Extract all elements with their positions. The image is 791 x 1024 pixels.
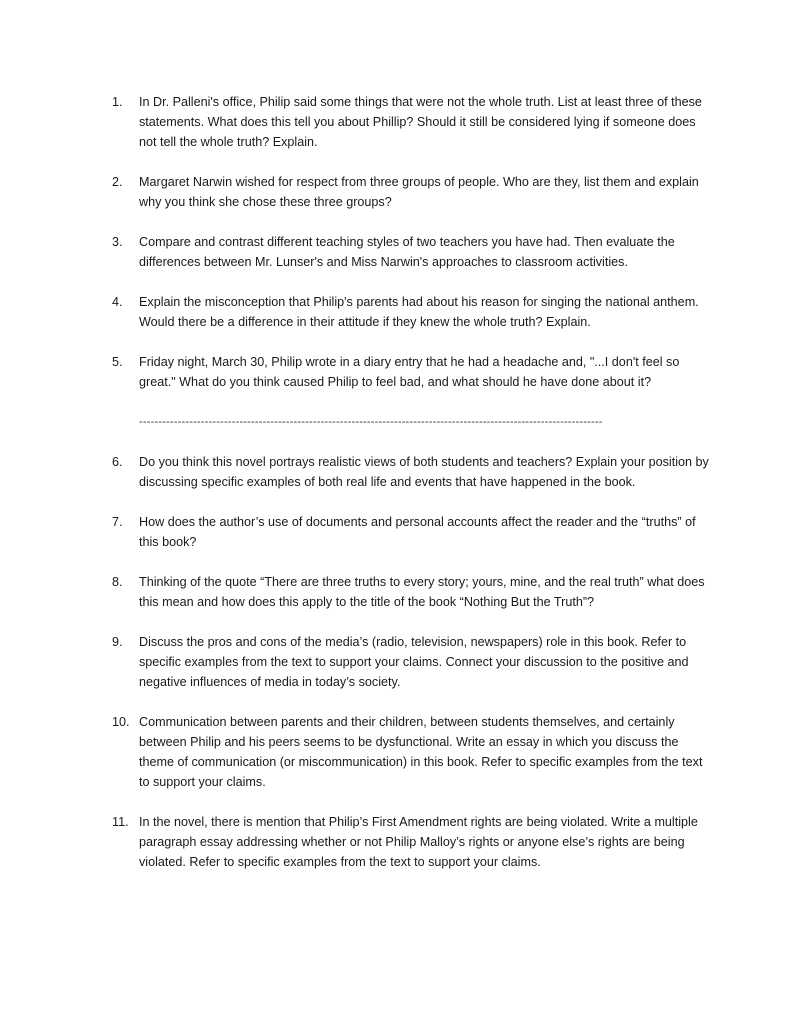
question-text: Explain the misconception that Philip's parents had about his reason for singing the national anthem. Would there be a difference in their attitude if they knew the whole truth? Explain. bbox=[139, 295, 699, 329]
question-item-2 bbox=[112, 172, 712, 212]
question-item-3 bbox=[112, 232, 712, 272]
question-number: 4. bbox=[112, 295, 123, 309]
question-number: 3. bbox=[112, 235, 123, 249]
question-text: Communication between parents and their children, between students themselves, and certainly between Philip and his peers seems to be dysfunctional. Write an essay in which you discuss the theme of communication (or miscommunication) in this book. Refer to specific examples from the text to support your claims. bbox=[139, 715, 703, 789]
question-item-4 bbox=[112, 292, 712, 332]
question-text: Friday night, March 30, Philip wrote in a diary entry that he had a headache and, "...I don't feel so great." What do you think caused Philip to feel bad, and what should he have done about it? bbox=[139, 355, 680, 389]
question-text: Compare and contrast different teaching styles of two teachers you have had. Then evaluate the differences between Mr. Lunser's and Miss Narwin's approaches to classroom activities. bbox=[139, 235, 675, 269]
question-number: 8. bbox=[112, 575, 123, 589]
question-item-11 bbox=[112, 812, 712, 872]
question-text: Discuss the pros and cons of the media’s (radio, television, newspapers) role in this book. Refer to specific examples from the text to support your claims. Connect your discussion to the positive and negative influences of media in today’s society. bbox=[139, 635, 689, 689]
question-item-10 bbox=[112, 712, 712, 792]
section-divider: ------------------------------------------------------------------------------------------------------------------------ bbox=[139, 416, 603, 428]
question-number: 5. bbox=[112, 355, 123, 369]
question-item-6 bbox=[112, 452, 712, 492]
question-text: In the novel, there is mention that Philip’s First Amendment rights are being violated. Write a multiple paragraph essay addressing whether or not Philip Malloy’s rights or anyone else’s rights are being violated. Refer to specific examples from the text to support your claims. bbox=[139, 815, 698, 869]
question-text: Do you think this novel portrays realistic views of both students and teachers? Explain your position by discussing specific examples of both real life and events that have happened in the book. bbox=[139, 455, 709, 489]
question-item-7 bbox=[112, 512, 712, 552]
question-item-5 bbox=[112, 352, 712, 392]
question-number: 10. bbox=[112, 715, 130, 729]
question-number: 9. bbox=[112, 635, 123, 649]
question-number: 7. bbox=[112, 515, 123, 529]
question-item-1 bbox=[112, 92, 712, 152]
question-text: How does the author’s use of documents and personal accounts affect the reader and the “truths” of this book? bbox=[139, 515, 696, 549]
question-number: 2. bbox=[112, 175, 123, 189]
question-number: 11. bbox=[112, 815, 129, 829]
question-item-9 bbox=[112, 632, 712, 692]
question-text: Margaret Narwin wished for respect from three groups of people. Who are they, list them and explain why you think she chose these three groups? bbox=[139, 175, 699, 209]
question-number: 1. bbox=[112, 95, 123, 109]
question-item-8 bbox=[112, 572, 712, 612]
question-text: In Dr. Palleni's office, Philip said some things that were not the whole truth. List at least three of these statements. What does this tell you about Phillip? Should it still be considered lying if someone does not tell the whole truth? Explain. bbox=[139, 95, 702, 149]
question-text: Thinking of the quote “There are three truths to every story; yours, mine, and the real truth” what does this mean and how does this apply to the title of the book “Nothing But the Truth”? bbox=[139, 575, 705, 609]
question-number: 6. bbox=[112, 455, 123, 469]
question-list bbox=[112, 92, 712, 872]
